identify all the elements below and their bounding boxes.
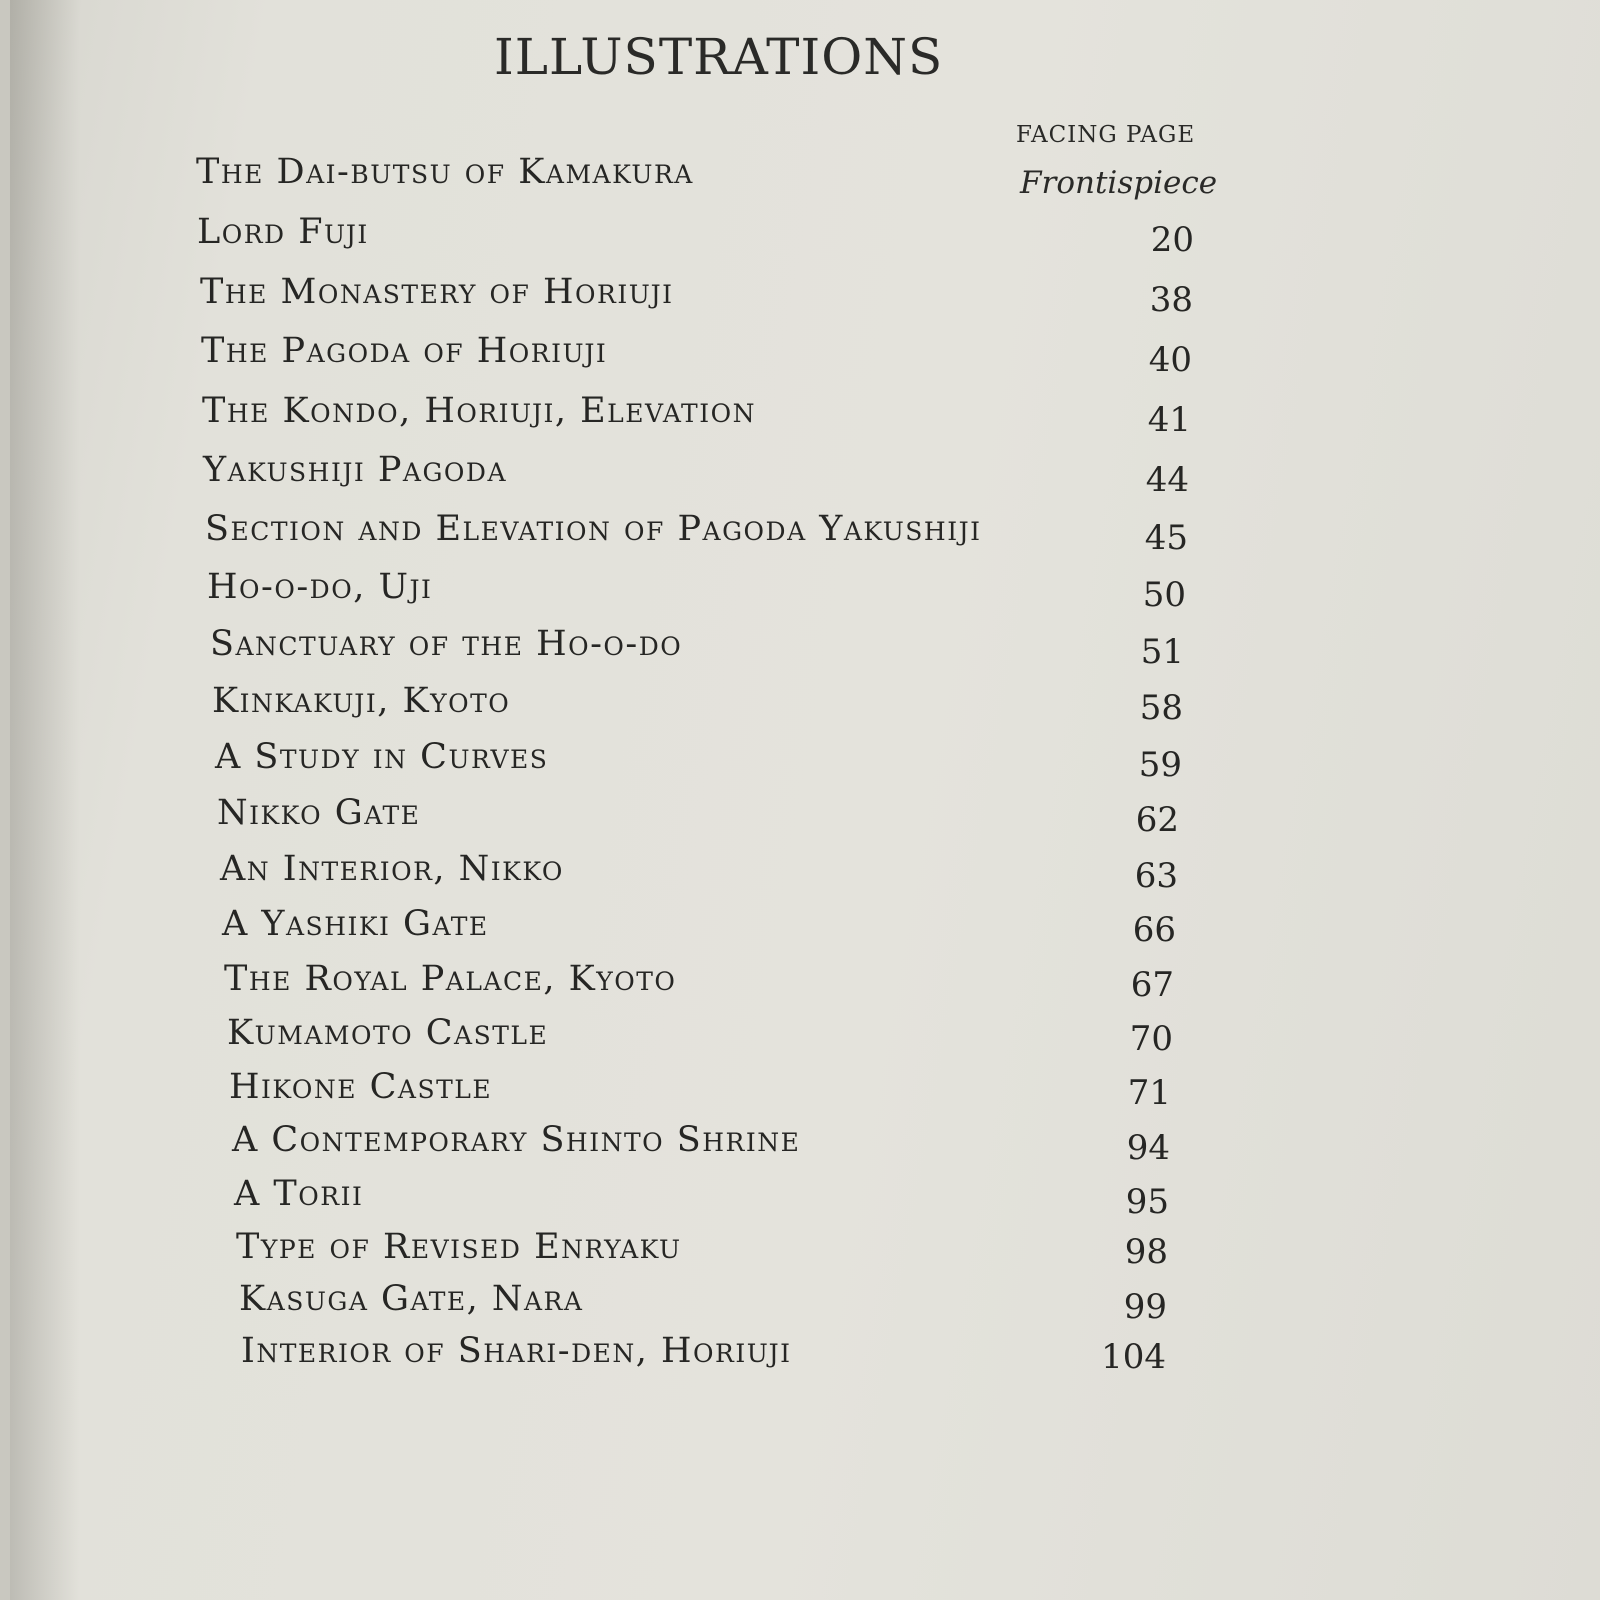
entry-title-14: The Royal Palace, Kyoto	[224, 959, 677, 999]
entry-page-7: 50	[1142, 575, 1186, 615]
entry-title-13: A Yashiki Gate	[222, 904, 489, 944]
entry-page-5: 44	[1145, 460, 1189, 500]
entry-title-0: The Dai-butsu of Kamakura	[196, 152, 694, 192]
entry-title-20: Kasuga Gate, Nara	[239, 1279, 584, 1319]
entry-page-2: 38	[1149, 280, 1193, 320]
entry-title-19: Type of Revised Enryaku	[236, 1227, 682, 1267]
entry-page-0: Frontispiece	[1020, 165, 1218, 201]
entry-page-3: 40	[1148, 340, 1192, 380]
entry-title-7: Ho-o-do, Uji	[207, 567, 433, 607]
entry-page-4: 41	[1147, 400, 1191, 440]
entry-page-17: 94	[1126, 1128, 1170, 1168]
entry-title-9: Kinkakuji, Kyoto	[212, 681, 511, 721]
entry-page-19: 98	[1124, 1232, 1168, 1272]
entry-page-15: 70	[1129, 1019, 1173, 1059]
entry-title-16: Hikone Castle	[229, 1067, 493, 1107]
entry-page-1: 20	[1150, 220, 1194, 260]
entry-title-18: A Torii	[234, 1174, 364, 1214]
entry-page-13: 66	[1132, 910, 1176, 950]
entry-page-8: 51	[1140, 632, 1184, 672]
entry-page-9: 58	[1139, 688, 1183, 728]
entry-title-15: Kumamoto Castle	[227, 1013, 549, 1053]
entry-page-14: 67	[1130, 965, 1174, 1005]
gutter-shadow	[10, 0, 80, 1600]
entry-title-5: Yakushiji Pagoda	[203, 450, 508, 490]
entry-page-6: 45	[1144, 518, 1188, 558]
entry-page-21: 104	[1101, 1337, 1166, 1377]
page-title: ILLUSTRATIONS	[494, 28, 944, 86]
entry-title-17: A Contemporary Shinto Shrine	[232, 1120, 801, 1160]
entry-title-11: Nikko Gate	[217, 793, 421, 833]
entry-title-4: The Kondo, Horiuji, Elevation	[202, 391, 756, 431]
entry-page-18: 95	[1125, 1182, 1169, 1222]
entry-title-21: Interior of Shari-den, Horiuji	[241, 1331, 792, 1371]
entry-page-10: 59	[1138, 745, 1182, 785]
entry-page-12: 63	[1134, 856, 1178, 896]
entry-title-12: An Interior, Nikko	[220, 849, 564, 889]
entry-title-3: The Pagoda of Horiuji	[201, 331, 608, 371]
entry-title-2: The Monastery of Horiuji	[200, 272, 674, 312]
book-page	[10, 0, 1600, 1600]
entry-title-10: A Study in Curves	[215, 737, 549, 777]
entry-title-6: Section and Elevation of Pagoda Yakushiji	[205, 509, 982, 549]
column-header-facing-page: FACING PAGE	[1016, 122, 1196, 148]
entry-title-1: Lord Fuji	[197, 212, 369, 252]
entry-page-20: 99	[1123, 1287, 1167, 1327]
entry-page-16: 71	[1127, 1073, 1171, 1113]
entry-title-8: Sanctuary of the Ho-o-do	[210, 624, 683, 664]
entry-page-11: 62	[1135, 800, 1179, 840]
